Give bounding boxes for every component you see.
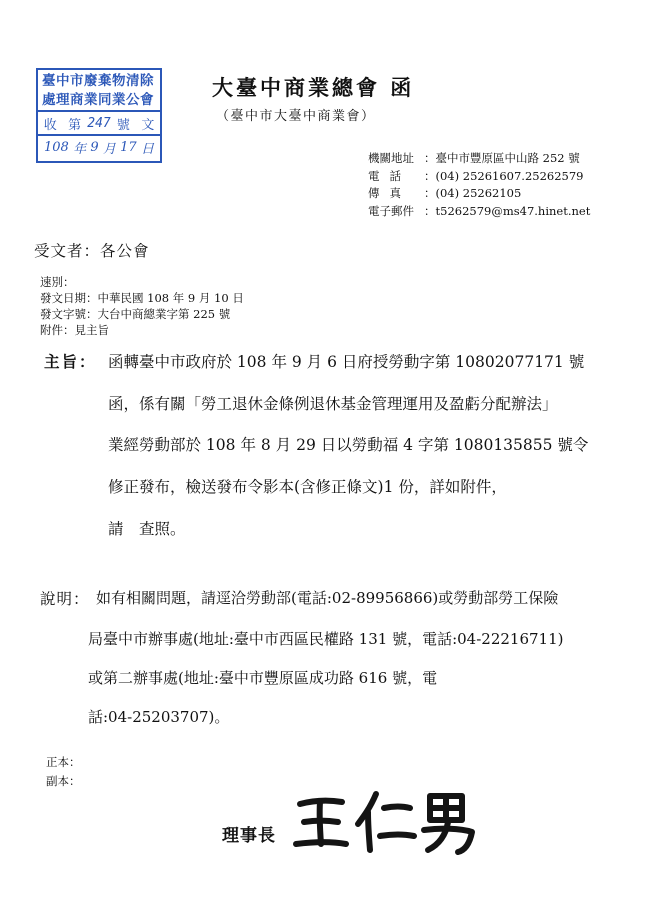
- contact-address: [368, 150, 590, 168]
- explanation-line-1: 如有相關問題，請逕洽勞動部(電話:02-89956866)或勞動部勞工保險: [96, 589, 559, 607]
- stamp-org-line2: 處理商業同業公會: [42, 92, 154, 108]
- receipt-stamp: [36, 68, 162, 163]
- contact-fax-value: ：(04) 25262105: [424, 186, 522, 200]
- stamp-org-line1: 臺中市廢棄物清除: [42, 73, 154, 89]
- subject-label: 主旨：: [44, 352, 97, 371]
- document-title: 大臺中商業總會 函: [212, 75, 415, 100]
- contact-address-value: ：臺中市豐原區中山路 252 號: [424, 151, 580, 165]
- stamp-receipt-number: 247: [87, 115, 111, 131]
- contact-phone: [368, 168, 590, 186]
- subject-line-1: 函轉臺中市政府於 108 年 9 月 6 日府授勞動字第 10802077171 號: [108, 353, 585, 371]
- subject-line-5: 請 查照。: [108, 520, 186, 538]
- stamp-receipt-prefix: 第: [68, 117, 82, 133]
- signature-title: 理事長: [222, 826, 276, 846]
- contact-block: [368, 150, 590, 220]
- stamp-date-year-unit: 年: [73, 141, 87, 157]
- explanation-line-4: 話:04-25203707)。: [88, 708, 230, 726]
- meta-date: 發文日期：中華民國 108 年 9 月 10 日: [40, 291, 244, 305]
- contact-fax-label: 傳真: [368, 186, 411, 200]
- subject-line-2: 函，係有關「勞工退休金條例退休基金管理運用及盈虧分配辦法」: [108, 395, 558, 413]
- recipient: 受文者：各公會: [34, 242, 150, 260]
- stamp-date-day: 17: [120, 139, 137, 155]
- signature-stamp: [290, 786, 480, 856]
- stamp-date-day-unit: 日: [140, 141, 154, 157]
- subject-line-4: 修正發布，檢送發布令影本(含修正條文)1 份，詳如附件，: [108, 478, 507, 496]
- copies-original: 正本：: [46, 755, 81, 769]
- explanation-label: 說明：: [40, 590, 90, 608]
- stamp-date-year: 108: [44, 139, 69, 155]
- contact-phone-value: ：(04) 25261607.25262579: [424, 168, 584, 183]
- stamp-date-row: [38, 134, 160, 158]
- meta-speed: 速別：: [40, 275, 75, 289]
- subject-line-3: 業經勞動部於 108 年 8 月 29 日以勞動福 4 字第 1080135855 號令: [108, 436, 589, 454]
- contact-fax: [368, 185, 590, 203]
- contact-email-value: ：t5262579@ms47.hinet.net: [424, 203, 591, 218]
- dispatch-meta: [40, 274, 244, 338]
- contact-phone-label: 電話: [368, 168, 411, 183]
- meta-ref: 發文字號：大台中商總業字第 225 號: [40, 307, 231, 321]
- copies-copy: 副本：: [46, 774, 81, 788]
- contact-address-label: 機關地址: [368, 151, 414, 165]
- stamp-receipt-doc: 文: [141, 117, 155, 133]
- explanation-line-3: 或第二辦事處(地址:臺中市豐原區成功路 616 號，電: [88, 669, 438, 687]
- stamp-date-month: 9: [90, 139, 99, 155]
- stamp-date-month-unit: 月: [102, 141, 116, 157]
- meta-attachment: 附件：見主旨: [40, 323, 109, 337]
- stamp-receipt-row: [38, 110, 160, 134]
- stamp-receipt-suffix: 號: [116, 117, 130, 133]
- contact-email-label: 電子郵件: [368, 203, 414, 218]
- explanation-line-2: 局臺中市辦事處(地址:臺中市西區民權路 131 號，電話:04-22216711): [88, 630, 564, 648]
- stamp-receipt-label: 收: [43, 117, 57, 133]
- contact-email: [368, 203, 590, 221]
- document-subtitle: （臺中市大臺中商業會）: [216, 109, 376, 124]
